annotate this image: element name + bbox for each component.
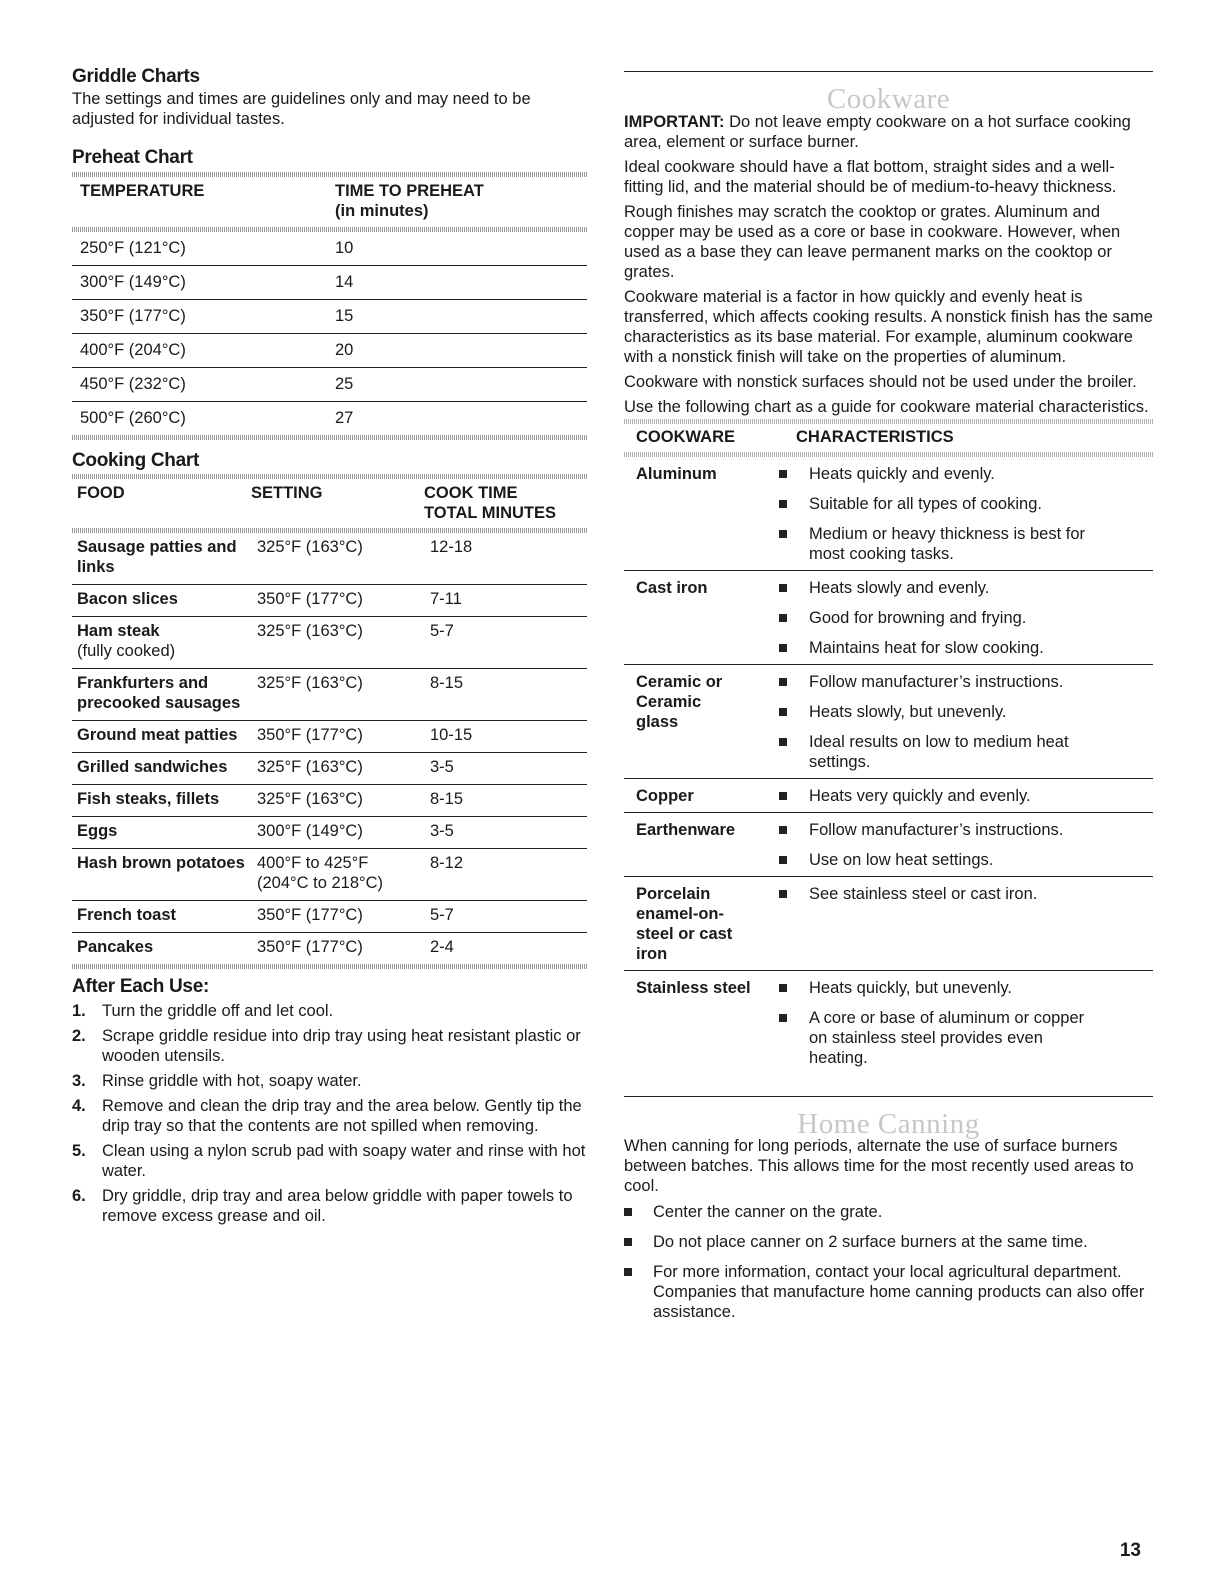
cooking-setting: 325°F (163°C)	[257, 617, 430, 669]
preheat-temperature: 350°F (177°C)	[72, 300, 335, 334]
preheat-minutes: 27	[335, 409, 354, 427]
cooking-setting: 325°F (163°C)	[257, 753, 430, 785]
step-number: 6.	[72, 1187, 86, 1205]
preheat-col-time-unit: (in minutes)	[335, 202, 429, 220]
cooking-col-food: FOOD	[77, 484, 125, 502]
page-number: 13	[1119, 1540, 1141, 1561]
preheat-temperature: 450°F (232°C)	[72, 368, 335, 402]
cooking-setting: 400°F to 425°F (204°C to 218°C)	[257, 849, 430, 901]
cookware-material: Copper	[636, 787, 694, 805]
square-bullet-icon	[779, 792, 787, 800]
cooking-food: Ground meat patties	[77, 726, 238, 744]
cooking-food-cell	[72, 785, 257, 817]
after-use-step	[72, 1026, 587, 1066]
characteristic-item	[779, 884, 1153, 904]
characteristic-text: Maintains heat for slow cooking.	[809, 639, 1044, 657]
preheat-top-rule	[72, 172, 587, 177]
cooking-time: 10-15	[430, 721, 587, 753]
after-use-step	[72, 1141, 587, 1181]
cooking-food-cell	[72, 533, 257, 585]
cooking-row	[72, 753, 587, 785]
cookware-paragraphs	[624, 157, 1153, 417]
cookware-characteristics	[779, 786, 1153, 806]
preheat-temperature: 300°F (149°C)	[72, 266, 335, 300]
step-number: 5.	[72, 1142, 86, 1160]
cooking-top-rule	[72, 474, 587, 479]
cooking-food-cell	[72, 585, 257, 617]
preheat-col-temperature: TEMPERATURE	[80, 182, 205, 200]
preheat-minutes: 25	[335, 368, 587, 402]
canning-bullet-text: For more information, contact your local agricultural department. Companies that manufacture home canning products can also offer assistance.	[653, 1263, 1145, 1321]
cooking-setting: 325°F (163°C)	[257, 785, 430, 817]
preheat-row	[72, 300, 587, 334]
cooking-food: French toast	[77, 906, 177, 924]
after-use-step	[72, 1096, 587, 1136]
cooking-row	[72, 901, 587, 933]
cookware-characteristics	[779, 978, 1153, 1068]
characteristic-item	[779, 978, 1153, 998]
cooking-time: 7-11	[430, 585, 587, 617]
cooking-food: Eggs	[77, 822, 118, 840]
step-number: 4.	[72, 1097, 86, 1115]
preheat-minutes: 20	[335, 334, 587, 368]
square-bullet-icon	[779, 500, 787, 508]
characteristic-item	[779, 786, 1153, 806]
cooking-food-note: (fully cooked)	[77, 642, 176, 660]
cooking-row	[72, 817, 587, 849]
square-bullet-icon	[779, 530, 787, 538]
home-canning-heading: Home Canning	[797, 1108, 980, 1140]
characteristic-item	[779, 464, 1153, 484]
square-bullet-icon	[624, 1238, 632, 1246]
cooking-food: Pancakes	[77, 938, 154, 956]
cooking-col-time-unit: TOTAL MINUTES	[424, 504, 556, 522]
cooking-setting: 350°F (177°C)	[257, 938, 363, 956]
cooking-time: 3-5	[430, 817, 587, 849]
cooking-setting: 350°F (177°C)	[257, 901, 430, 933]
cookware-paragraph: Cookware material is a factor in how quickly and evenly heat is transferred, which affects cooking results. A nonstick finish has the same characteristics as its base material. For example, aluminum cookware with a nonstick finish will take on the properties of aluminum.	[624, 288, 1153, 366]
characteristic-item	[779, 820, 1153, 840]
preheat-row	[72, 232, 587, 266]
cooking-food: Hash brown potatoes	[77, 854, 245, 872]
square-bullet-icon	[779, 678, 787, 686]
characteristic-item	[779, 524, 1153, 564]
cooking-col-setting: SETTING	[251, 484, 323, 502]
square-bullet-icon	[779, 1014, 787, 1022]
preheat-temperature: 500°F (260°C)	[80, 409, 186, 427]
preheat-col-time	[335, 181, 587, 221]
step-number: 2.	[72, 1027, 86, 1045]
step-number: 1.	[72, 1002, 86, 1020]
cooking-row	[72, 617, 587, 669]
cooking-header	[72, 483, 587, 523]
cooking-time: 8-15	[430, 669, 587, 721]
cooking-food-cell	[72, 753, 257, 785]
cookware-paragraph: Cookware with nonstick surfaces should not be used under the broiler.	[624, 373, 1137, 391]
characteristic-text: Good for browning and frying.	[809, 609, 1027, 627]
preheat-temperature: 250°F (121°C)	[72, 232, 335, 266]
cooking-setting: 325°F (163°C)	[257, 669, 430, 721]
cooking-row	[72, 785, 587, 817]
step-text: Turn the griddle off and let cool.	[102, 1002, 334, 1020]
characteristic-item	[779, 638, 1153, 658]
cooking-time: 5-7	[430, 901, 587, 933]
preheat-row	[72, 368, 587, 402]
right-column	[624, 71, 1153, 1332]
cooking-col-time-label: COOK TIME	[424, 484, 518, 502]
step-text: Scrape griddle residue into drip tray using heat resistant plastic or wooden utensils.	[102, 1027, 581, 1065]
cooking-food: Ham steak	[77, 622, 160, 640]
cookware-material: Ceramic or Ceramic glass	[636, 673, 723, 731]
square-bullet-icon	[779, 708, 787, 716]
cooking-food: Grilled sandwiches	[77, 758, 228, 776]
characteristic-text: A core or base of aluminum or copper on stainless steel provides even heating.	[809, 1009, 1085, 1067]
characteristic-item	[779, 608, 1153, 628]
preheat-row	[72, 334, 587, 368]
step-text: Clean using a nylon scrub pad with soapy water and rinse with hot water.	[102, 1142, 586, 1180]
cookware-characteristics	[779, 672, 1153, 772]
characteristic-text: Follow manufacturer’s instructions.	[809, 821, 1064, 839]
square-bullet-icon	[779, 644, 787, 652]
cookware-top-rule	[624, 71, 1153, 72]
after-use-step	[72, 1071, 587, 1091]
characteristic-text: Heats quickly and evenly.	[809, 465, 995, 483]
square-bullet-icon	[779, 470, 787, 478]
preheat-minutes: 14	[335, 266, 587, 300]
canning-bullet	[624, 1202, 1153, 1222]
cooking-time: 2-4	[430, 938, 454, 956]
preheat-chart-heading: Preheat Chart	[72, 147, 193, 168]
cooking-setting: 300°F (149°C)	[257, 817, 430, 849]
preheat-body	[72, 232, 587, 435]
square-bullet-icon	[779, 584, 787, 592]
cooking-row	[72, 933, 587, 965]
canning-bullet	[624, 1262, 1153, 1322]
canning-bullets	[624, 1202, 1153, 1322]
preheat-row	[72, 402, 587, 436]
cooking-setting: 350°F (177°C)	[257, 721, 430, 753]
cooking-food-cell	[72, 721, 257, 753]
canning-bullet	[624, 1232, 1153, 1252]
cooking-setting: 350°F (177°C)	[257, 585, 430, 617]
canning-top-rule	[624, 1096, 1153, 1097]
cooking-col-time	[424, 483, 587, 523]
square-bullet-icon	[624, 1268, 632, 1276]
cookware-material: Porcelain enamel-on-steel or cast iron	[636, 885, 733, 963]
cooking-food: Frankfurters and precooked sausages	[77, 674, 241, 712]
cookware-header	[624, 427, 1153, 447]
canning-bullet-text: Do not place canner on 2 surface burners at the same time.	[653, 1233, 1088, 1251]
preheat-col-time-label: TIME TO PREHEAT	[335, 182, 484, 200]
cooking-food-cell	[72, 817, 257, 849]
square-bullet-icon	[624, 1208, 632, 1216]
preheat-table	[72, 181, 587, 221]
canning-bullet-text: Center the canner on the grate.	[653, 1203, 883, 1221]
cookware-row	[624, 813, 1153, 877]
cookware-row	[624, 971, 1153, 1074]
left-column	[72, 62, 587, 1231]
preheat-minutes: 10	[335, 232, 587, 266]
square-bullet-icon	[779, 890, 787, 898]
cooking-setting: 325°F (163°C)	[257, 533, 430, 585]
cooking-food-cell	[72, 933, 257, 965]
griddle-charts-heading: Griddle Charts	[72, 66, 200, 87]
characteristic-text: Suitable for all types of cooking.	[809, 495, 1042, 513]
cooking-time: 8-15	[430, 785, 587, 817]
step-text: Rinse griddle with hot, soapy water.	[102, 1072, 362, 1090]
step-text: Remove and clean the drip tray and the area below. Gently tip the drip tray so that the contents are not spilled when removing.	[102, 1097, 582, 1135]
step-text: Dry griddle, drip tray and area below griddle with paper towels to remove excess grease and oil.	[102, 1187, 573, 1225]
cooking-food-cell	[72, 901, 257, 933]
cookware-characteristics	[779, 884, 1153, 964]
canning-intro: When canning for long periods, alternate the use of surface burners between batches. This allows time for the most recently used areas to cool.	[624, 1137, 1134, 1195]
cooking-food: Fish steaks, fillets	[77, 790, 220, 808]
cookware-heading: Cookware	[826, 83, 951, 115]
important-text: Do not leave empty cookware on a hot surface cooking area, element or surface burner.	[624, 113, 1131, 151]
after-use-heading: After Each Use:	[72, 976, 209, 997]
characteristic-item	[779, 494, 1153, 514]
characteristic-item	[779, 578, 1153, 598]
characteristic-text: Heats quickly, but unevenly.	[809, 979, 1012, 997]
cooking-row	[72, 533, 587, 585]
characteristic-item	[779, 732, 1153, 772]
cooking-food-cell	[72, 669, 257, 721]
cooking-food: Bacon slices	[77, 590, 178, 608]
cookware-table-top-rule	[624, 419, 1153, 424]
cookware-row	[624, 571, 1153, 665]
preheat-header-row	[72, 181, 587, 221]
cookware-paragraph: Ideal cookware should have a flat bottom, straight sides and a well-fitting lid, and the material should be of medium-to-heavy thickness.	[624, 158, 1117, 196]
characteristic-text: Use on low heat settings.	[809, 851, 994, 869]
cookware-row	[624, 877, 1153, 971]
after-use-steps	[72, 1001, 587, 1226]
cooking-time: 3-5	[430, 753, 587, 785]
square-bullet-icon	[779, 826, 787, 834]
preheat-minutes: 15	[335, 300, 587, 334]
cooking-food: Sausage patties and links	[77, 538, 237, 576]
characteristic-text: Heats slowly and evenly.	[809, 579, 990, 597]
characteristic-text: Heats very quickly and evenly.	[809, 787, 1031, 805]
square-bullet-icon	[779, 614, 787, 622]
after-use-step	[72, 1001, 587, 1021]
characteristic-item	[779, 1008, 1153, 1068]
cookware-material: Earthenware	[636, 821, 736, 839]
cookware-row	[624, 457, 1153, 571]
square-bullet-icon	[779, 856, 787, 864]
characteristic-text: Heats slowly, but unevenly.	[809, 703, 1007, 721]
characteristic-item	[779, 850, 1153, 870]
cooking-time: 12-18	[430, 533, 587, 585]
cookware-material: Cast iron	[636, 579, 708, 597]
cooking-time: 8-12	[430, 849, 587, 901]
square-bullet-icon	[779, 738, 787, 746]
cookware-characteristics	[779, 820, 1153, 870]
cookware-paragraph: Use the following chart as a guide for cookware material characteristics.	[624, 398, 1149, 416]
characteristic-text: See stainless steel or cast iron.	[809, 885, 1038, 903]
preheat-bottom-rule	[72, 435, 587, 440]
cooking-body	[72, 533, 587, 964]
cookware-material: Aluminum	[636, 465, 717, 483]
cooking-time: 5-7	[430, 617, 587, 669]
characteristic-text: Follow manufacturer’s instructions.	[809, 673, 1064, 691]
square-bullet-icon	[779, 984, 787, 992]
important-label: IMPORTANT:	[624, 113, 725, 131]
preheat-temperature: 400°F (204°C)	[72, 334, 335, 368]
cookware-body	[624, 457, 1153, 1074]
cooking-chart-heading: Cooking Chart	[72, 450, 199, 471]
cooking-bottom-rule	[72, 964, 587, 969]
cookware-row	[624, 665, 1153, 779]
cooking-row	[72, 721, 587, 753]
cookware-characteristics	[779, 578, 1153, 658]
characteristic-text: Ideal results on low to medium heat settings.	[809, 733, 1069, 771]
cooking-row	[72, 585, 587, 617]
cookware-col-name: COOKWARE	[636, 428, 735, 446]
cooking-food-cell	[72, 849, 257, 901]
cookware-col-characteristics: CHARACTERISTICS	[796, 428, 954, 446]
characteristic-text: Medium or heavy thickness is best for most cooking tasks.	[809, 525, 1086, 563]
cooking-food-cell	[72, 617, 257, 669]
characteristic-item	[779, 672, 1153, 692]
cookware-material: Stainless steel	[636, 979, 751, 997]
cooking-row	[72, 849, 587, 901]
after-use-step	[72, 1186, 587, 1226]
cookware-important	[624, 112, 1153, 152]
griddle-intro: The settings and times are guidelines only and may need to be adjusted for individual tastes.	[72, 90, 531, 128]
cooking-row	[72, 669, 587, 721]
step-number: 3.	[72, 1072, 86, 1090]
characteristic-item	[779, 702, 1153, 722]
cookware-characteristics	[779, 464, 1153, 564]
cookware-row	[624, 779, 1153, 813]
cookware-paragraph: Rough finishes may scratch the cooktop or grates. Aluminum and copper may be used as a core or base in cookware. However, when used as a base they can leave permanent marks on the cooktop or grates.	[624, 203, 1121, 281]
preheat-row	[72, 266, 587, 300]
